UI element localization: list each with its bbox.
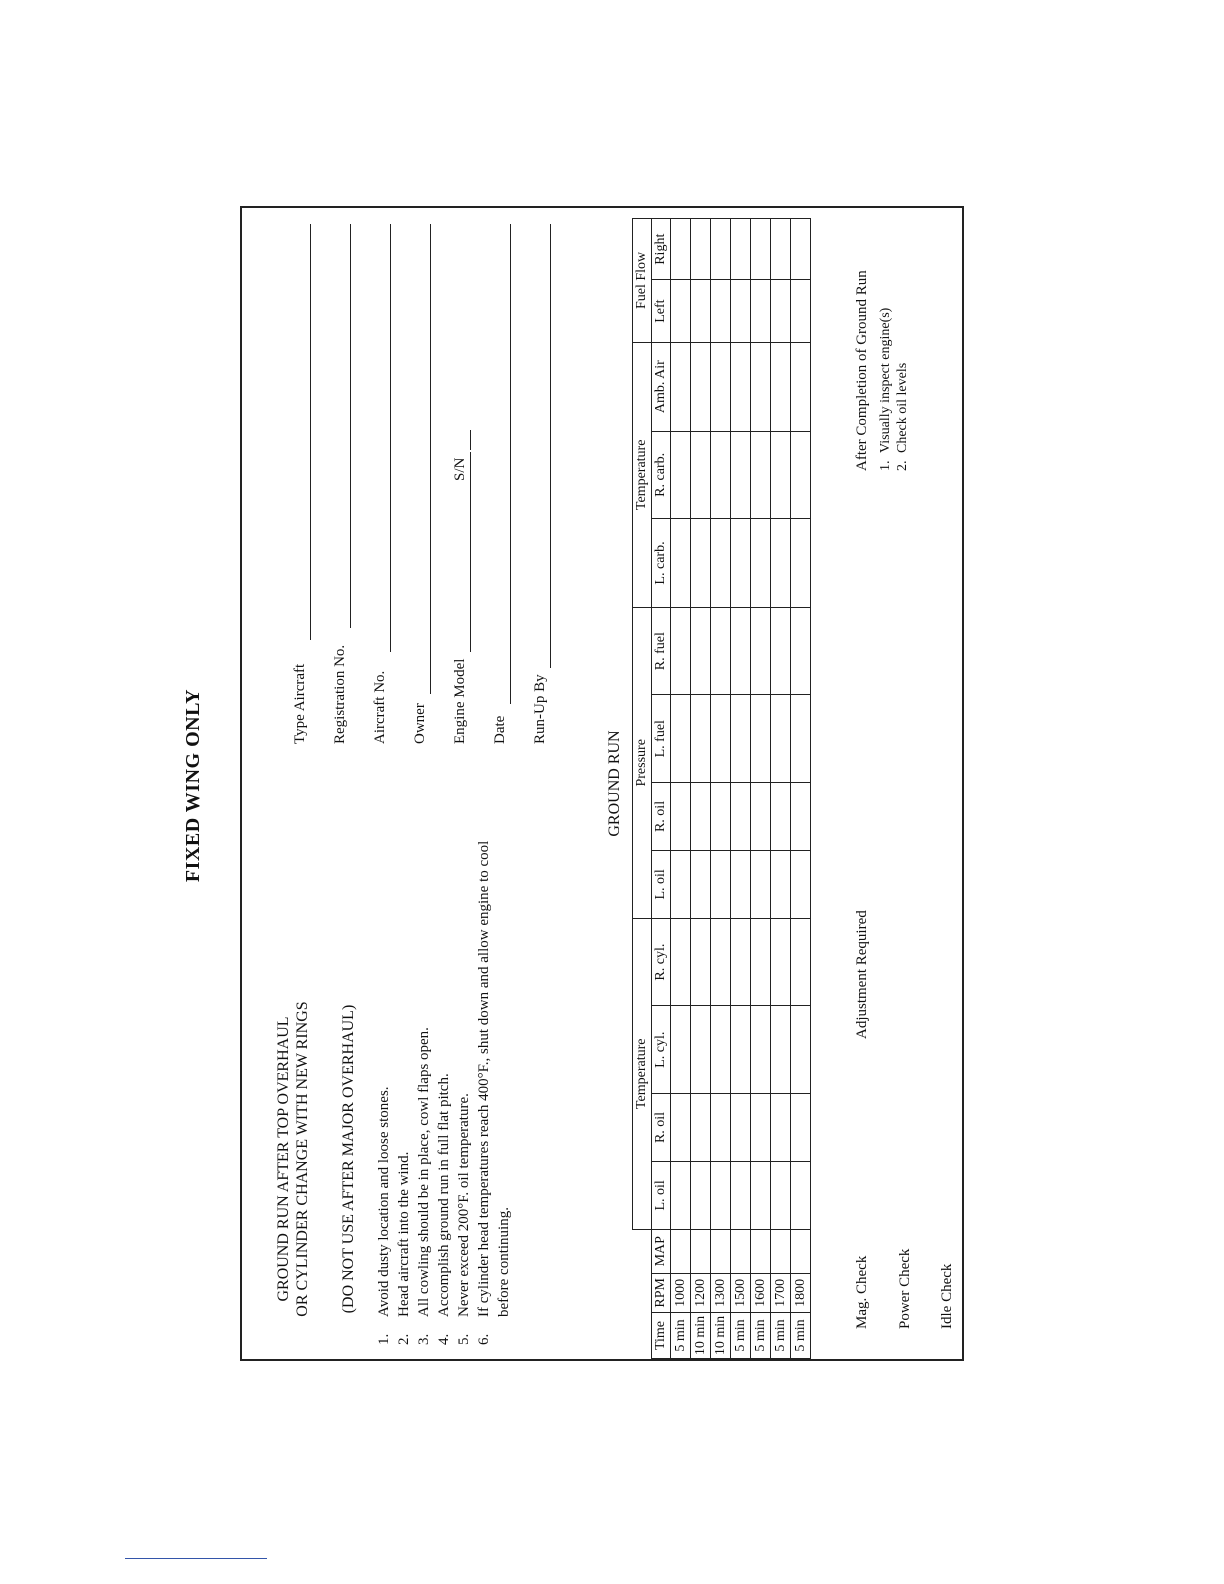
engine-model-row — [442, 224, 482, 744]
entry-cell[interactable] — [791, 918, 811, 1006]
entry-cell[interactable] — [691, 918, 711, 1006]
entry-cell[interactable] — [791, 695, 811, 783]
entry-cell[interactable] — [771, 431, 791, 519]
entry-cell[interactable] — [751, 219, 771, 280]
after-completion-text: Check oil levels — [895, 362, 910, 453]
instruction-number: 1. — [376, 1333, 392, 1345]
entry-cell[interactable] — [771, 1094, 791, 1162]
entry-cell[interactable] — [711, 280, 731, 342]
time-cell: 5 min — [771, 1313, 791, 1359]
entry-cell[interactable] — [671, 783, 691, 851]
entry-cell[interactable] — [791, 1229, 811, 1273]
pressure-group-header: Pressure — [633, 607, 652, 918]
col-header-map: MAP — [652, 1229, 671, 1273]
entry-cell[interactable] — [771, 918, 791, 1006]
entry-cell[interactable] — [791, 1006, 811, 1094]
engine-model-field[interactable] — [470, 452, 471, 652]
aircraft-info-block — [282, 224, 562, 744]
time-cell: 5 min — [731, 1313, 751, 1359]
entry-cell[interactable] — [731, 918, 751, 1006]
usage-note: (DO NOT USE AFTER MAJOR OVERHAUL) — [340, 1004, 357, 1314]
entry-cell[interactable] — [691, 342, 711, 431]
entry-cell[interactable] — [791, 783, 811, 851]
mag-check-label: Mag. Check — [854, 1255, 870, 1329]
instruction-text: Accomplish ground run in full flat pitch. — [436, 1073, 452, 1317]
entry-cell[interactable] — [771, 219, 791, 280]
entry-cell[interactable] — [771, 280, 791, 342]
entry-cell[interactable] — [771, 519, 791, 608]
aircraft-no-field[interactable] — [390, 224, 391, 652]
entry-cell[interactable] — [671, 280, 691, 342]
date-row — [482, 224, 522, 744]
instructions-list — [374, 799, 514, 1359]
time-cell: 10 min — [711, 1313, 731, 1359]
entry-cell[interactable] — [711, 431, 731, 519]
col-header-r-cyl: R. cyl. — [652, 918, 671, 1006]
entry-cell[interactable] — [711, 1229, 731, 1273]
instruction-text: Head aircraft into the wind. — [396, 1151, 412, 1317]
entry-cell[interactable] — [691, 607, 711, 695]
footnote-rule — [125, 1558, 267, 1559]
rpm-cell: 1200 — [691, 1273, 711, 1312]
entry-cell[interactable] — [691, 219, 711, 280]
entry-cell[interactable] — [731, 280, 751, 342]
entry-cell[interactable] — [671, 607, 691, 695]
col-header-press-r-oil: R. oil — [652, 783, 671, 851]
after-completion-number: 1. — [878, 460, 893, 471]
entry-cell[interactable] — [731, 1006, 751, 1094]
ground-run-table-body — [671, 219, 811, 1359]
entry-cell[interactable] — [791, 431, 811, 519]
table-row — [791, 219, 811, 1359]
entry-cell[interactable] — [791, 850, 811, 918]
entry-cell[interactable] — [751, 783, 771, 851]
time-cell: 10 min — [691, 1313, 711, 1359]
instruction-number: 3. — [416, 1333, 432, 1345]
entry-cell[interactable] — [751, 918, 771, 1006]
entry-cell[interactable] — [751, 695, 771, 783]
ground-run-heading: GROUND RUN — [606, 730, 623, 837]
instruction-item — [374, 799, 394, 1359]
entry-cell[interactable] — [711, 1161, 731, 1229]
entry-cell[interactable] — [751, 519, 771, 608]
entry-cell[interactable] — [731, 1229, 751, 1273]
entry-cell[interactable] — [731, 695, 751, 783]
after-completion-text: Visually inspect engine(s) — [878, 307, 893, 453]
entry-cell[interactable] — [691, 1006, 711, 1094]
power-check-label: Power Check — [897, 1248, 913, 1329]
entry-cell[interactable] — [791, 1161, 811, 1229]
idle-check-label: Idle Check — [939, 1263, 955, 1329]
entry-cell[interactable] — [711, 695, 731, 783]
col-header-amb-air: Amb. Air — [652, 342, 671, 431]
entry-cell[interactable] — [711, 519, 731, 608]
table-row — [711, 219, 731, 1359]
entry-cell[interactable] — [671, 850, 691, 918]
table-row — [771, 219, 791, 1359]
form-title-line-2: OR CYLINDER CHANGE WITH NEW RINGS — [294, 1001, 311, 1317]
rpm-cell: 1500 — [731, 1273, 751, 1312]
rpm-cell: 1600 — [751, 1273, 771, 1312]
entry-cell[interactable] — [691, 280, 711, 342]
entry-cell[interactable] — [671, 1161, 691, 1229]
col-header-press-l-oil: L. oil — [652, 850, 671, 918]
instruction-text: If cylinder head temperatures reach 400°F., shut down and allow engine to cool before continuing. — [476, 840, 512, 1317]
entry-cell[interactable] — [751, 1006, 771, 1094]
entry-cell[interactable] — [771, 1006, 791, 1094]
col-header-rpm: RPM — [652, 1273, 671, 1312]
entry-cell[interactable] — [671, 1094, 691, 1162]
col-header-l-carb: L. carb. — [652, 519, 671, 608]
date-label: Date — [492, 715, 508, 744]
after-completion-item — [894, 308, 911, 471]
col-header-l-fuel: L. fuel — [652, 695, 671, 783]
serial-number-field[interactable] — [470, 430, 471, 450]
temperature-group-header: Temperature — [633, 918, 652, 1229]
entry-cell[interactable] — [691, 1229, 711, 1273]
type-aircraft-field[interactable] — [310, 224, 311, 640]
rpm-cell: 1000 — [671, 1273, 691, 1312]
col-header-temp-r-oil: R. oil — [652, 1094, 671, 1162]
entry-cell[interactable] — [731, 783, 751, 851]
blank-header-cell — [633, 1229, 652, 1358]
entry-cell[interactable] — [771, 607, 791, 695]
entry-cell[interactable] — [711, 607, 731, 695]
rpm-cell: 1700 — [771, 1273, 791, 1312]
group-header-row — [633, 219, 652, 1359]
form-rotator — [182, 206, 964, 1361]
entry-cell[interactable] — [791, 219, 811, 280]
entry-cell[interactable] — [771, 695, 791, 783]
col-header-r-carb: R. carb. — [652, 431, 671, 519]
instruction-number: 6. — [476, 1333, 492, 1345]
entry-cell[interactable] — [711, 342, 731, 431]
entry-cell[interactable] — [771, 783, 791, 851]
time-cell: 5 min — [791, 1313, 811, 1359]
rpm-cell: 1300 — [711, 1273, 731, 1312]
col-header-r-fuel: R. fuel — [652, 607, 671, 695]
instruction-item — [454, 799, 474, 1359]
instruction-item — [414, 799, 434, 1359]
run-up-by-field[interactable] — [550, 224, 551, 668]
aircraft-no-row — [362, 224, 402, 744]
table-row — [671, 219, 691, 1359]
owner-field[interactable] — [430, 224, 431, 694]
ground-run-table — [632, 218, 811, 1359]
instruction-number: 5. — [456, 1333, 472, 1345]
entry-cell[interactable] — [791, 1094, 811, 1162]
entry-cell[interactable] — [731, 342, 751, 431]
entry-cell[interactable] — [751, 1229, 771, 1273]
aircraft-no-label: Aircraft No. — [372, 670, 388, 744]
col-header-left: Left — [652, 280, 671, 342]
entry-cell[interactable] — [711, 850, 731, 918]
entry-cell[interactable] — [771, 1229, 791, 1273]
instruction-text: Avoid dusty location and loose stones. — [376, 1086, 392, 1317]
entry-cell[interactable] — [671, 918, 691, 1006]
entry-cell[interactable] — [751, 607, 771, 695]
entry-cell[interactable] — [711, 1094, 731, 1162]
entry-cell[interactable] — [791, 519, 811, 608]
entry-cell[interactable] — [671, 219, 691, 280]
entry-cell[interactable] — [731, 519, 751, 608]
type-aircraft-row — [282, 224, 322, 744]
registration-no-row — [322, 224, 362, 744]
temperature-2-group-header: Temperature — [633, 342, 652, 607]
instruction-number: 2. — [396, 1333, 412, 1345]
entry-cell[interactable] — [751, 1161, 771, 1229]
entry-cell[interactable] — [771, 850, 791, 918]
form-title — [274, 989, 312, 1329]
entry-cell[interactable] — [751, 280, 771, 342]
type-aircraft-label: Type Aircraft — [292, 663, 308, 744]
entry-cell[interactable] — [691, 695, 711, 783]
instruction-item — [474, 799, 514, 1359]
entry-cell[interactable] — [671, 1229, 691, 1273]
entry-cell[interactable] — [691, 519, 711, 608]
registration-no-label: Registration No. — [332, 644, 348, 744]
entry-cell[interactable] — [731, 431, 751, 519]
registration-no-field[interactable] — [350, 224, 351, 628]
serial-number-label: S/N — [452, 457, 468, 481]
col-header-time: Time — [652, 1313, 671, 1359]
entry-cell[interactable] — [791, 342, 811, 431]
entry-cell[interactable] — [751, 850, 771, 918]
entry-cell[interactable] — [671, 431, 691, 519]
adjustment-required-label: Adjustment Required — [854, 910, 870, 1039]
run-up-by-row — [522, 224, 562, 744]
page-heading: FIXED WING ONLY — [182, 688, 204, 883]
entry-cell[interactable] — [711, 783, 731, 851]
date-field[interactable] — [510, 224, 511, 704]
entry-cell[interactable] — [671, 342, 691, 431]
col-header-temp-l-oil: L. oil — [652, 1161, 671, 1229]
instruction-number: 4. — [436, 1333, 452, 1345]
entry-cell[interactable] — [711, 918, 731, 1006]
entry-cell[interactable] — [691, 1094, 711, 1162]
entry-cell[interactable] — [691, 850, 711, 918]
run-up-by-label: Run-Up By — [532, 674, 548, 744]
after-completion-number: 2. — [895, 460, 910, 471]
engine-model-label: Engine Model — [452, 658, 468, 744]
time-cell: 5 min — [751, 1313, 771, 1359]
entry-cell[interactable] — [671, 519, 691, 608]
instruction-text: All cowling should be in place, cowl flaps open. — [416, 1027, 432, 1317]
entry-cell[interactable] — [751, 431, 771, 519]
entry-cell[interactable] — [731, 850, 751, 918]
table-row — [691, 219, 711, 1359]
entry-cell[interactable] — [671, 1006, 691, 1094]
instruction-item — [394, 799, 414, 1359]
instruction-item — [434, 799, 454, 1359]
column-header-row — [652, 219, 671, 1359]
form-title-line-1: GROUND RUN AFTER TOP OVERHAUL — [275, 1016, 292, 1302]
entry-cell[interactable] — [751, 342, 771, 431]
entry-cell[interactable] — [731, 219, 751, 280]
entry-cell[interactable] — [711, 1006, 731, 1094]
entry-cell[interactable] — [751, 1094, 771, 1162]
entry-cell[interactable] — [691, 1161, 711, 1229]
entry-cell[interactable] — [691, 431, 711, 519]
table-row — [751, 219, 771, 1359]
entry-cell[interactable] — [791, 280, 811, 342]
col-header-right: Right — [652, 219, 671, 280]
rpm-cell: 1800 — [791, 1273, 811, 1312]
after-completion-heading: After Completion of Ground Run — [854, 270, 870, 471]
entry-cell[interactable] — [691, 783, 711, 851]
time-cell: 5 min — [671, 1313, 691, 1359]
entry-cell[interactable] — [771, 342, 791, 431]
table-row — [731, 219, 751, 1359]
col-header-l-cyl: L. cyl. — [652, 1006, 671, 1094]
entry-cell[interactable] — [771, 1161, 791, 1229]
entry-cell[interactable] — [731, 607, 751, 695]
entry-cell[interactable] — [791, 607, 811, 695]
entry-cell[interactable] — [711, 219, 731, 280]
entry-cell[interactable] — [671, 695, 691, 783]
entry-cell[interactable] — [731, 1094, 751, 1162]
after-completion-list — [877, 308, 911, 471]
entry-cell[interactable] — [731, 1161, 751, 1229]
fuel-flow-group-header: Fuel Flow — [633, 219, 652, 343]
instruction-text: Never exceed 200°F. oil temperature. — [456, 1093, 472, 1317]
form-frame — [240, 206, 964, 1361]
after-completion-item — [877, 308, 894, 471]
owner-row — [402, 224, 442, 744]
owner-label: Owner — [412, 703, 428, 744]
